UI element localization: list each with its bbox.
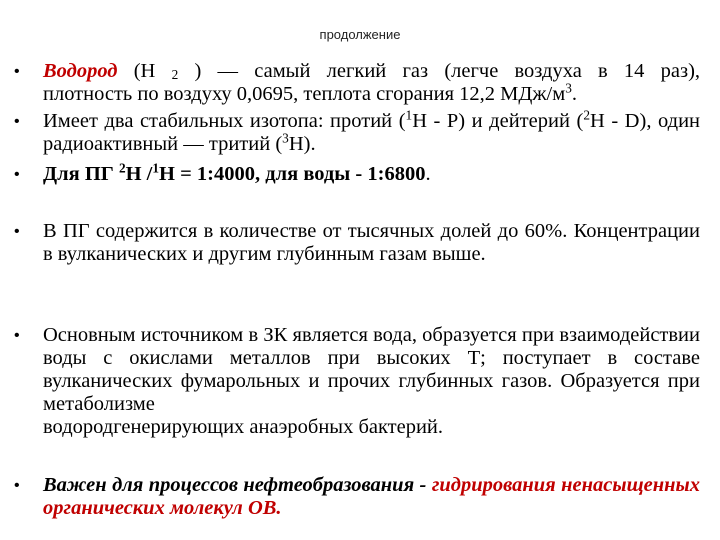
bullet-marker: • — [14, 327, 20, 344]
superscript: 1 — [152, 160, 160, 176]
bullet-ratio — [14, 160, 700, 186]
superscript: 2 — [118, 160, 126, 176]
superscript: 3 — [282, 130, 289, 146]
superscript: 3 — [565, 80, 572, 96]
formula-element: (Н — [133, 60, 156, 82]
bullet-text: — самый легкий газ (легче воздуха в 14 раз), — [201, 60, 701, 82]
bullet-marker: • — [14, 477, 20, 494]
bullet-text: Для ПГ — [43, 163, 119, 185]
bullet-text: . — [571, 83, 578, 105]
bullet-text: Н / — [125, 163, 153, 185]
bullet-marker: • — [14, 63, 20, 80]
formula-subscript: 2 — [171, 66, 179, 82]
slide-subtitle: продолжение — [319, 27, 401, 42]
bullet-text: Основным источником в ЗК является вода, образуется при взаимодействии воды с окислами металлов при высоких Т; поступает в составе вулканических фумарольных и прочих глубинных газов. Образуется при метаболизме — [43, 324, 700, 415]
bullet-text: Н). — [288, 133, 316, 155]
bullet-text: Н = 1:4000, для воды - 1:6800 — [159, 163, 426, 185]
bullet-text-highlight: гидрирования ненасыщенных органических молекул ОВ. — [43, 474, 700, 519]
bullet-text: Н - Р) и дейтерий ( — [412, 110, 584, 132]
bullet-text: Важен для процессов нефтеобразования - — [43, 474, 432, 496]
bullet-line — [43, 80, 700, 106]
bullet-text: Имеет два стабильных изотопа: протий ( — [43, 110, 406, 132]
bullet-hydrogen — [14, 60, 700, 106]
formula-close: ) — [194, 60, 202, 82]
bullet-text: . — [425, 163, 431, 185]
bullet-line — [43, 60, 700, 83]
superscript: 2 — [583, 107, 590, 123]
bullet-text: водородгенерирующих анаэробных бактерий. — [43, 416, 444, 438]
bullet-marker: • — [14, 166, 20, 183]
bullet-marker: • — [14, 223, 20, 240]
bullet-text: плотность по воздуху 0,0695, теплота сгорания 12,2 МДж/м — [43, 83, 566, 105]
bullet-text: Н - D), один радиоактивный — тритий ( — [43, 110, 701, 155]
term-hydrogen: Водород — [43, 60, 118, 82]
bullet-importance — [14, 474, 700, 520]
bullet-marker: • — [14, 113, 20, 130]
bullet-sources — [14, 324, 700, 439]
bullet-content — [14, 220, 700, 266]
superscript: 1 — [405, 107, 413, 123]
bullet-text: В ПГ содержится в количестве от тысячных долей до 60%. Концентрации в вулканических и другим глубинным газам выше. — [43, 220, 700, 265]
bullet-isotopes — [14, 107, 701, 156]
